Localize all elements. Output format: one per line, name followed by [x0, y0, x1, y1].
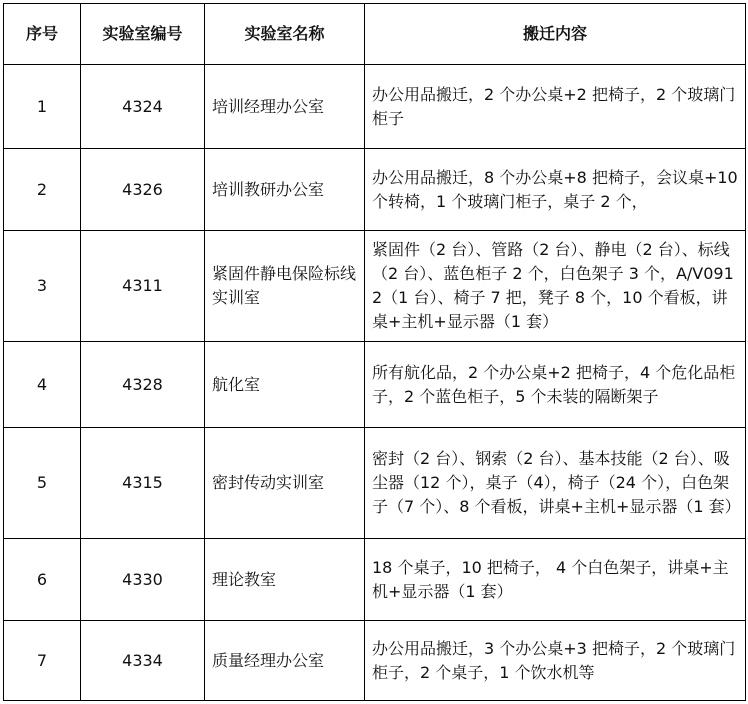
cell-content: 所有航化品，2 个办公桌+2 把椅子，4 个危化品柜子，2 个蓝色柜子，5 个未装的隔断架子: [365, 342, 746, 428]
cell-content: 紧固件（2 台）、管路（2 台）、静电（2 台）、标线（2 台）、蓝色柜子 2 个，白色架子 3 个，A/V0912（1 台）、椅子 7 把，凳子 8 个，10 个看板，讲桌+主机+显示器（1 套）: [365, 231, 746, 342]
cell-content: 18 个桌子，10 把椅子， 4 个白色架子，讲桌+主机+显示器（1 套）: [365, 539, 746, 621]
cell-lab-name: 紧固件静电保险标线实训室: [205, 231, 365, 342]
table-row: [4, 342, 746, 428]
cell-lab-code: 4326: [81, 149, 205, 231]
cell-lab-name: 质量经理办公室: [205, 621, 365, 701]
cell-lab-code: 4330: [81, 539, 205, 621]
cell-seq: 5: [4, 428, 81, 539]
table-row: [4, 539, 746, 621]
relocation-table: [3, 3, 746, 701]
table-row: [4, 428, 746, 539]
cell-seq: 3: [4, 231, 81, 342]
table-row: [4, 149, 746, 231]
cell-seq: 1: [4, 65, 81, 149]
cell-lab-name: 培训教研办公室: [205, 149, 365, 231]
cell-lab-code: 4311: [81, 231, 205, 342]
cell-content: 办公用品搬迁，2 个办公桌+2 把椅子，2 个玻璃门柜子: [365, 65, 746, 149]
cell-content: 密封（2 台）、钢索（2 台）、基本技能（2 台）、吸尘器（12 个），桌子（4），椅子（24 个），白色架子（7 个）、8 个看板，讲桌+主机+显示器（1 套）: [365, 428, 746, 539]
header-seq: 序号: [4, 4, 81, 65]
cell-lab-code: 4328: [81, 342, 205, 428]
cell-lab-code: 4324: [81, 65, 205, 149]
header-lab-code: 实验室编号: [81, 4, 205, 65]
header-content: 搬迁内容: [365, 4, 746, 65]
cell-lab-name: 理论教室: [205, 539, 365, 621]
cell-seq: 4: [4, 342, 81, 428]
table-row: [4, 65, 746, 149]
cell-seq: 7: [4, 621, 81, 701]
cell-lab-code: 4334: [81, 621, 205, 701]
cell-lab-name: 密封传动实训室: [205, 428, 365, 539]
table-row: [4, 231, 746, 342]
cell-lab-name: 培训经理办公室: [205, 65, 365, 149]
header-row: [4, 4, 746, 65]
cell-seq: 6: [4, 539, 81, 621]
cell-content: 办公用品搬迁，8 个办公桌+8 把椅子，会议桌+10 个转椅，1 个玻璃门柜子，桌子 2 个，: [365, 149, 746, 231]
table-row: [4, 621, 746, 701]
relocation-table-container: [3, 3, 746, 701]
cell-seq: 2: [4, 149, 81, 231]
cell-lab-code: 4315: [81, 428, 205, 539]
header-lab-name: 实验室名称: [205, 4, 365, 65]
cell-content: 办公用品搬迁，3 个办公桌+3 把椅子，2 个玻璃门柜子，2 个桌子，1 个饮水机等: [365, 621, 746, 701]
cell-lab-name: 航化室: [205, 342, 365, 428]
